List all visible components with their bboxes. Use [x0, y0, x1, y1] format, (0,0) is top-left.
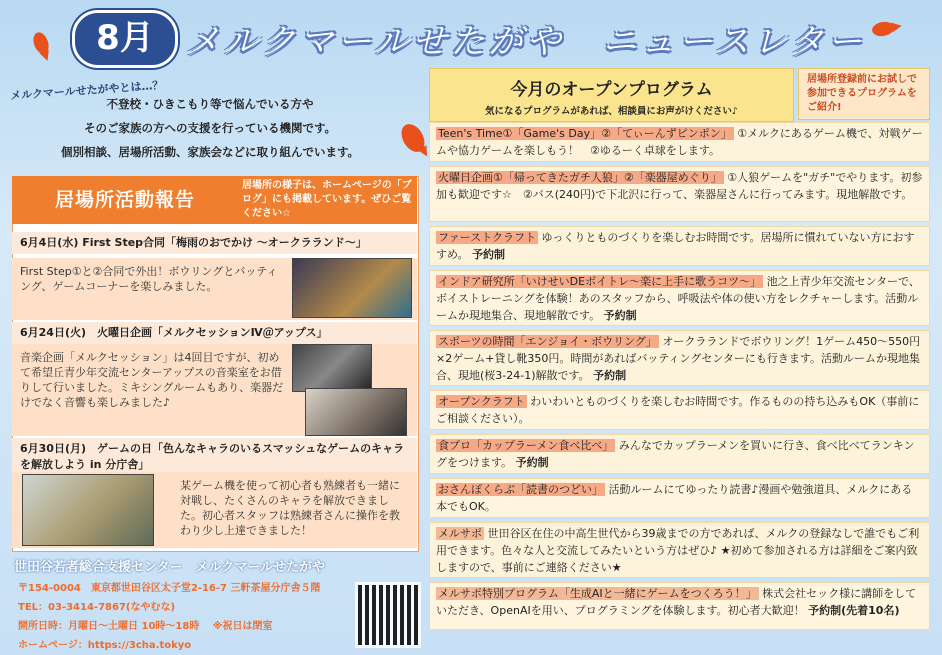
goldfish-icon — [31, 30, 52, 55]
event-body: 音楽企画「メルクセッション」は4回目ですが、初めて希望丘青少年交流センターアップスの音楽室をお借りして行いました。ミキシングルームもあり、楽器だけでなく音響も楽しみました♪ — [12, 344, 417, 436]
program-item — [429, 434, 930, 474]
event-heading: 6月4日(水) First Step合同「梅雨のおでかけ ～オークラランド～」 — [12, 232, 417, 254]
program-description: 池之上青少年交流センターで、ボイストレーニングを体験！あのスタッフから、呼吸法や体の使い方をレクチャーします。活動ルームか現地集合、現地解散です。 — [436, 275, 920, 322]
open-program-title: 今月のオープンプログラム — [510, 80, 713, 100]
program-list — [429, 122, 930, 632]
program-description: ①メルクにあるゲーム機で、対戦ゲームや協力ゲームを楽しもう！ ②ゆるーく卓球をします。 — [436, 127, 923, 157]
program-item — [429, 330, 930, 386]
mixing-console-photo — [292, 344, 372, 392]
bowling-photo — [292, 258, 412, 318]
program-name: おさんぽくらぶ「読書のつどい」 — [438, 483, 603, 496]
music-room-photo — [305, 388, 407, 436]
program-item — [429, 582, 930, 630]
phone-number: TEL：03-3414-7867(なやむな) — [18, 602, 176, 613]
opening-hours: 開所日時：月曜日～土曜日 10時～18時 ※祝日は閉室 — [18, 621, 273, 632]
program-description: 世田谷区在住の中高生世代から39歳までの方であれば、メルクの登録なしで誰でもご利用できます。色々な人と交流してみたいという方はぜひ♪ ★初めて参加される方は詳細をご案内致しますので、事前にご連絡ください★ — [436, 527, 920, 574]
reservation-label: 予約制 — [515, 456, 549, 469]
program-description: 株式会社セック様に講師をしていただき、OpenAIを用い、プログラミングを体験します。初心者大歓迎！ — [436, 587, 917, 617]
intro-line: 個別相談、居場所活動、家族会などに取り組んでいます。 — [60, 145, 360, 159]
event-body: 某ゲーム機を使って初心者も熟練者も一緒に対戦し、たくさんのキャラを解放できました。初心者スタッフは熟練者さんに操作を教わり少し上達できました！ — [12, 472, 417, 548]
goldfish-icon — [871, 20, 895, 38]
program-item — [429, 478, 930, 518]
month-badge: 8月 — [72, 10, 178, 68]
game-room-photo — [22, 474, 154, 546]
program-name: メルサポ特別プログラム「生成AIと一緒にゲームをつくろう！」 — [438, 587, 757, 600]
program-description: オークラランドでボウリング！1ゲーム450～550円×2ゲーム+貸し靴350円。時間があればバッティングセンターにも行きます。活動ルームか現地集合、現地(桜3-24-1)解散です。 — [436, 335, 921, 382]
program-description: ゆっくりとものづくりを楽しむお時間です。居場所に慣れていない方におすすめ。 — [436, 231, 915, 261]
program-item — [429, 270, 930, 326]
program-item — [429, 390, 930, 430]
activity-report-title: 居場所活動報告 — [12, 176, 238, 224]
program-item — [429, 226, 930, 266]
reservation-label: 予約制 — [593, 369, 627, 382]
event-heading: 6月30日(月) ゲームの日「色んなキャラのいるスマッシュなゲームのキャラを解放しよう in 分庁舎」 — [12, 438, 417, 476]
program-name: メルサポ — [438, 527, 482, 540]
program-name: スポーツの時間「エンジョイ・ボウリング」 — [438, 335, 657, 348]
program-description: ①人狼ゲームを"ガチ"でやります。初参加も歓迎です☆ ②バス(240円)で下北沢に行って、楽器屋さんに行ってみます。現地解散です。 — [436, 171, 923, 201]
program-item — [429, 166, 930, 222]
qr-code[interactable] — [355, 582, 421, 648]
reservation-label: 予約制(先着10名) — [808, 604, 900, 617]
program-item — [429, 522, 930, 578]
program-name: Teen's Time①「Game's Day」②「てぃーんずピンポン」 — [438, 127, 732, 140]
intro-line: 不登校・ひきこもり等で悩んでいる方や — [106, 97, 314, 111]
activity-report-note: 居場所の様子は、ホームページの「ブログ」にも掲載しています。ぜひご覧ください☆ — [238, 176, 417, 224]
program-name: インドア研究所「いけせいDEボイトレ～楽に上手に歌うコツ～」 — [438, 275, 762, 288]
address: 〒154-0004 東京都世田谷区太子堂2-16-7 三軒茶屋分庁舎５階 — [18, 583, 321, 594]
program-name: 食プロ「カップラーメン食べ比べ」 — [438, 439, 614, 452]
organization-name: 世田谷若者総合支援センター メルクマールせたがや — [14, 560, 325, 575]
program-name: ファーストクラフト — [438, 231, 537, 244]
reservation-label: 予約制 — [603, 309, 637, 322]
program-description: わいわいとものづくりを楽しむお時間です。作るものの持ち込みもOK（事前にご相談ください）。 — [436, 395, 920, 425]
open-program-subtitle: 気になるプログラムがあれば、相談員にお声がけください♪ — [485, 106, 738, 117]
program-name: 火曜日企画①「帰ってきたガチ人狼」②「楽器屋めぐり」 — [438, 171, 722, 184]
program-name: オープンクラフト — [438, 395, 525, 408]
newsletter-title: メルクマールせたがや ニュースレター — [186, 22, 866, 62]
homepage-link[interactable]: ホームページ：https://3cha.tokyo — [18, 640, 192, 651]
reservation-label: 予約制 — [472, 248, 506, 261]
trial-note: 居場所登録前にお試しで参加できるプログラムをご紹介! — [798, 68, 930, 120]
event-heading: 6月24日(火) 火曜日企画「メルクセッションⅣ＠アップス」 — [12, 322, 417, 344]
program-description: みんなでカップラーメンを買いに行き、食べ比べてランキングをつけます。 — [436, 439, 915, 469]
program-item — [429, 122, 930, 162]
open-program-header — [429, 68, 794, 122]
program-description: 活動ルームにてゆったり読書♪漫画や勉強道具、メルクにある本でもOK。 — [436, 483, 913, 513]
event-body: First Step①と②合同で外出！ボウリングとバッティング、ゲームコーナーを楽しみました。 — [12, 258, 417, 320]
intro-question: メルクマールせたがやとは…？ — [9, 78, 164, 103]
intro-line: そのご家族の方への支援を行っている機関です。 — [83, 121, 337, 135]
